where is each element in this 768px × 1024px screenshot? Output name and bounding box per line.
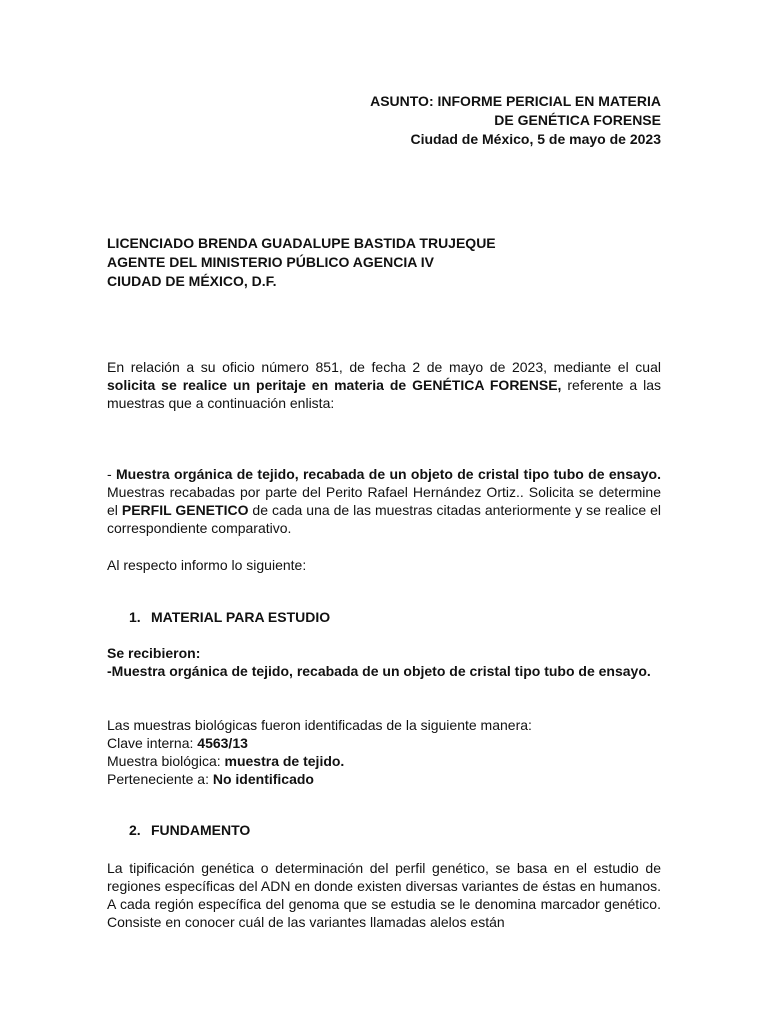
- recipient-role: AGENTE DEL MINISTERIO PÚBLICO AGENCIA IV: [107, 254, 434, 270]
- clave-row: [107, 734, 661, 752]
- section-2-number: 2.: [129, 822, 141, 838]
- intro-paragraph: [107, 358, 661, 412]
- pertenece-value: No identificado: [212, 771, 314, 787]
- sample-paragraph: [107, 465, 661, 537]
- pertenece-label: Perteneciente a:: [107, 771, 213, 787]
- section-2-title: FUNDAMENTO: [151, 822, 251, 838]
- pertenece-row: [107, 770, 661, 788]
- recipient-city: CIUDAD DE MÉXICO, D.F.: [107, 273, 277, 289]
- respect-line: Al respecto informo lo siguiente:: [107, 557, 307, 573]
- document-date: Ciudad de México, 5 de mayo de 2023: [410, 131, 661, 147]
- recipient-name: LICENCIADO BRENDA GUADALUPE BASTIDA TRUJEQUE: [107, 235, 496, 251]
- identification-intro: Las muestras biológicas fueron identificadas de la siguiente manera:: [107, 717, 532, 733]
- sample-description-bold: Muestra orgánica de tejido, recabada de un objeto de cristal tipo tubo de ensayo.: [116, 466, 662, 482]
- clave-label: Clave interna:: [107, 735, 198, 751]
- recipient-block: [107, 234, 496, 291]
- identification-block: [107, 716, 661, 788]
- sample-text-1: Muestras recabadas por parte del Perito Rafael Hernández Ortiz.. Solicita se determine el: [107, 484, 661, 518]
- intro-text-1: En relación a su oficio número 851, de fecha 2 de mayo de 2023, mediante el cual: [107, 359, 661, 375]
- clave-value: 4563/13: [197, 735, 248, 751]
- document-header: [370, 92, 661, 149]
- muestra-value: muestra de tejido.: [224, 753, 345, 769]
- muestra-label: Muestra biológica:: [107, 753, 225, 769]
- received-item: -Muestra orgánica de tejido, recabada de un objeto de cristal tipo tubo de ensayo.: [107, 663, 651, 679]
- section-2-heading: [129, 822, 250, 838]
- muestra-row: [107, 752, 661, 770]
- received-label: Se recibieron:: [107, 645, 201, 661]
- received-block: [107, 644, 661, 680]
- asunto-line-1: ASUNTO: INFORME PERICIAL EN MATERIA: [370, 93, 661, 109]
- intro-text-2: referente a las muestras que a continuación enlista:: [107, 377, 661, 411]
- intro-request-bold: solicita se realice un peritaje en materia de GENÉTICA FORENSE,: [107, 377, 562, 393]
- sample-text-2: de cada una de las muestras citadas anteriormente y se realice el correspondiente comparativo.: [107, 502, 661, 536]
- perfil-genetico-bold: PERFIL GENETICO: [121, 502, 249, 518]
- fundamento-paragraph: La tipificación genética o determinación del perfil genético, se basa en el estudio de regiones específicas del ADN en donde existen diversas variantes de éstas en humanos. A cada región específica del genoma que se estudia se le denomina marcador genético. Consiste en conocer cuál de las variantes llamadas alelos están: [107, 860, 661, 930]
- section-1-heading: [129, 609, 330, 625]
- section-1-title: MATERIAL PARA ESTUDIO: [151, 609, 331, 625]
- sample-dash: -: [107, 466, 117, 482]
- asunto-line-2: DE GENÉTICA FORENSE: [494, 112, 661, 128]
- section-1-number: 1.: [129, 609, 141, 625]
